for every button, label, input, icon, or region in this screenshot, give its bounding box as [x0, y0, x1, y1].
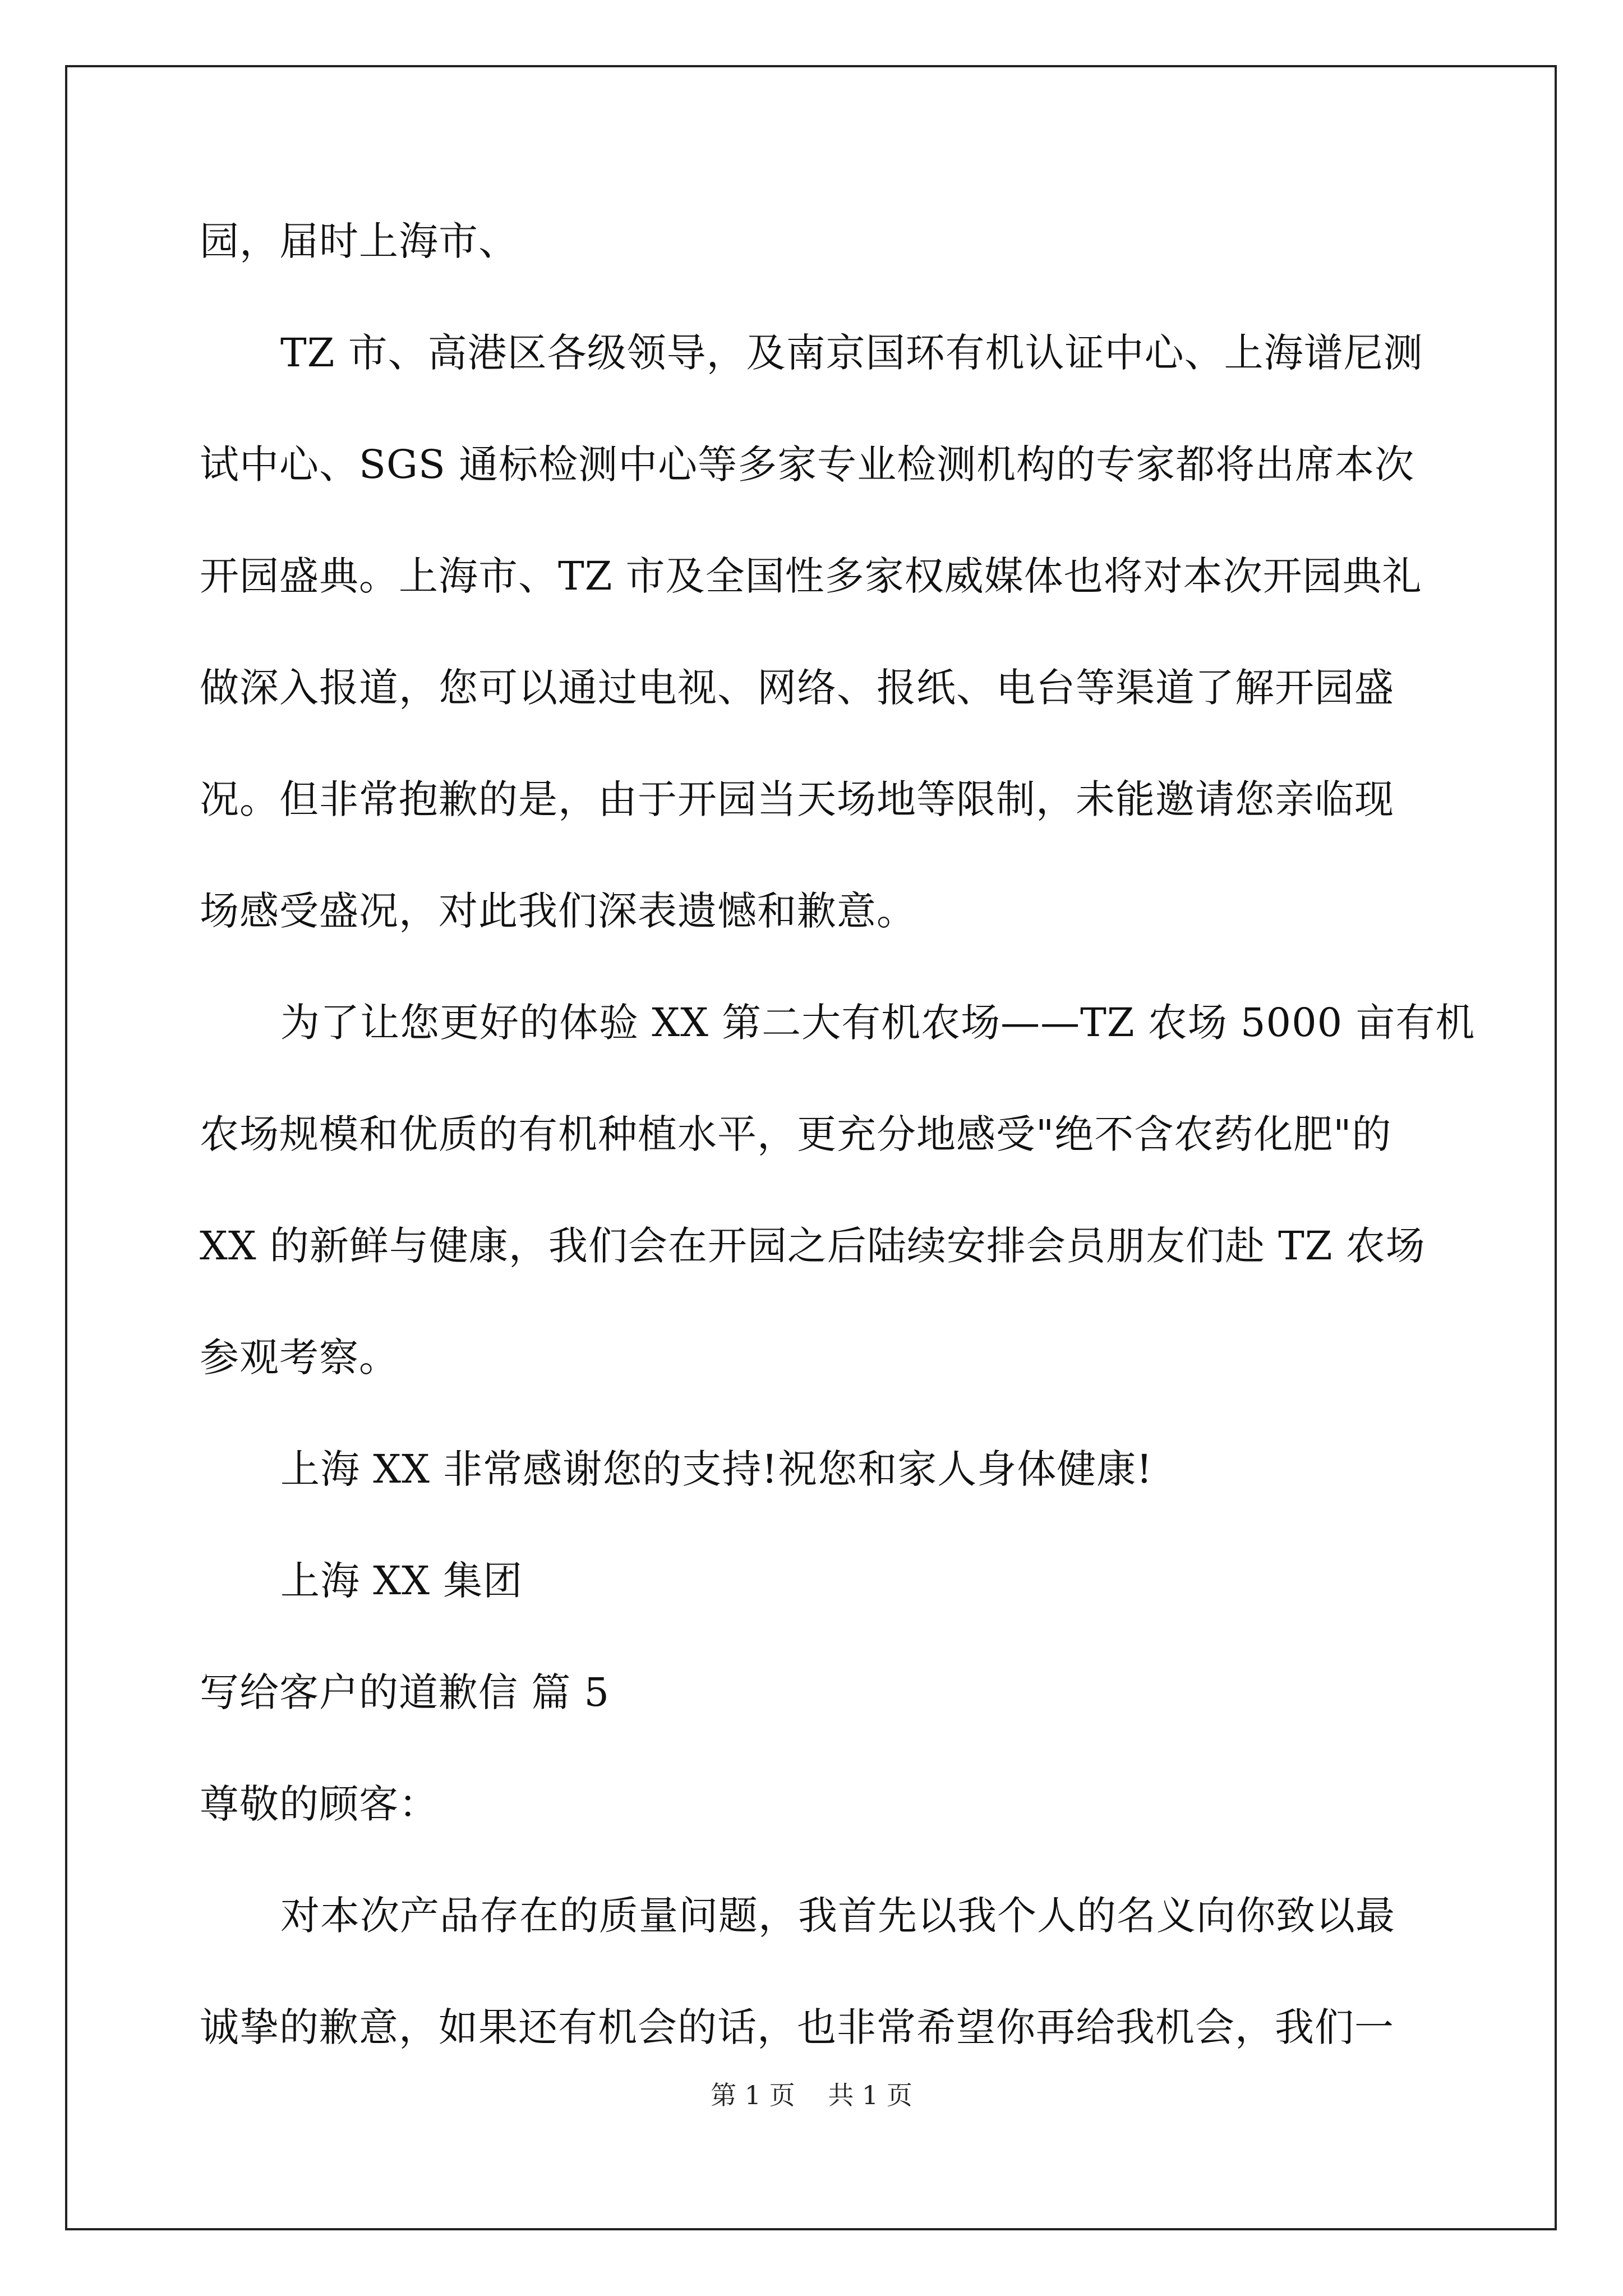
salutation: 尊敬的顾客： [200, 1781, 439, 1827]
page-number: 第 1 页 [711, 2080, 795, 2110]
page-total: 共 1 页 [828, 2080, 912, 2110]
line-10: XX 的新鲜与健康，我们会在开园之后陆续安排会员朋友们赴 TZ 农场 [200, 1223, 1426, 1269]
page-footer [0, 2078, 1623, 2112]
line-8: 为了让您更好的体验 XX 第二大有机农场——TZ 农场 5000 亩有机 [280, 1000, 1476, 1046]
line-9: 农场规模和优质的有机种植水平，更充分地感受"绝不含农药化肥"的 [200, 1111, 1392, 1157]
line-16: 对本次产品存在的质量问题，我首先以我个人的名义向你致以最 [280, 1893, 1395, 1939]
line-6: 况。但非常抱歉的是，由于开园当天场地等限制，未能邀请您亲临现 [200, 776, 1394, 822]
line-1: 园，届时上海市、 [200, 218, 518, 264]
signature-line: 上海 XX 集团 [280, 1558, 523, 1604]
line-2: TZ 市、高港区各级领导，及南京国环有机认证中心、上海谱尼测 [280, 330, 1423, 376]
document-body [200, 213, 1476, 2111]
line-4: 开园盛典。上海市、TZ 市及全国性多家权威媒体也将对本次开园典礼 [200, 553, 1422, 599]
line-3: 试中心、SGS 通标检测中心等多家专业检测机构的专家都将出席本次 [200, 441, 1415, 487]
line-5: 做深入报道，您可以通过电视、网络、报纸、电台等渠道了解开园盛 [200, 665, 1394, 711]
section-heading: 写给客户的道歉信 篇 5 [200, 1669, 610, 1715]
line-7: 场感受盛况，对此我们深表遗憾和歉意。 [200, 888, 916, 934]
line-17: 诚挚的歉意，如果还有机会的话，也非常希望你再给我机会，我们一 [200, 2004, 1394, 2050]
closing-line: 上海 XX 非常感谢您的支持!祝您和家人身体健康! [280, 1446, 1153, 1492]
line-11: 参观考察。 [200, 1335, 399, 1381]
